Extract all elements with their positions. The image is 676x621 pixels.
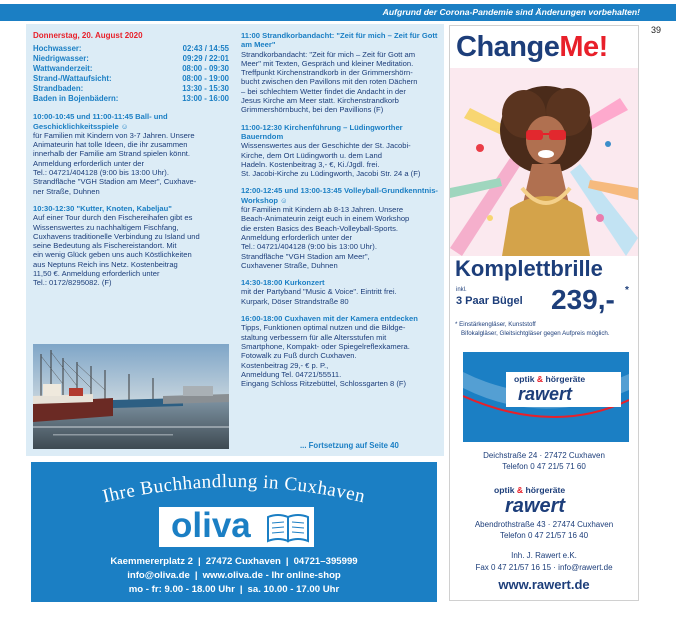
event-description-line: Auf einer Tour durch den Fischereihafen gibt es [33, 213, 193, 223]
event-description-line: Wissenswertes aus der Geschichte der St. Jacobi- [241, 141, 411, 151]
event-description-line: seine Bedeutung als Fischereistandort. Mit [33, 241, 177, 251]
owner: Inh. J. Rawert e.K. [511, 551, 577, 560]
tide-value: 13:00 - 16:00 [182, 94, 229, 104]
rawert-brand-b: hörgeräte [545, 374, 586, 384]
event-mid-3 [241, 278, 440, 306]
event-description-line: Strandkorbandacht: "Zeit für mich – Zeit für Gott am [241, 49, 416, 59]
event-left-0 [33, 112, 229, 196]
event-description-line: Tel.: 0172/8295082. (F) [33, 278, 112, 288]
event-title: Ball- und Geschicklichkeitsspiele [33, 112, 168, 131]
oliva-city: 27472 Cuxhaven [205, 556, 281, 567]
event-time: 10:30-12:30 [33, 203, 77, 213]
tide-value: 08:00 - 09:30 [182, 64, 229, 74]
event-title: Kirchenführung – Lüdingworther Bauerndom [241, 122, 403, 141]
tide-label: Hochwasser: [33, 44, 82, 54]
tide-value: 02:43 / 14:55 [182, 44, 229, 54]
tide-value: 13:30 - 15:30 [182, 84, 229, 94]
branch1-street: Deichstraße 24 · 27472 Cuxhaven [483, 451, 605, 460]
rawert-brand-2-a: optik [494, 485, 515, 495]
top-notice-bar [0, 4, 676, 21]
event-description [241, 205, 440, 270]
changeme-logo-b: Me! [559, 31, 608, 63]
event-description-line: staltung verbessern für alle Altersstufen mit [241, 332, 387, 342]
event-description-line: Strandfläche "VGH Stadion am Meer", Cuxhave- [33, 177, 197, 187]
tide-row [33, 54, 229, 64]
oliva-hours-weekday: mo - fr: 9.00 - 18.00 Uhr [128, 584, 235, 595]
family-smiley-icon: ☺ [280, 195, 288, 205]
branch2-phone: Telefon 0 47 21/57 16 40 [499, 531, 589, 540]
middle-column [241, 31, 440, 396]
event-title: "Kutter, Knoten, Kabeljau" [76, 203, 172, 213]
corona-notice: Aufgrund der Corona-Pandemie sind Änderungen vorbehalten! [382, 7, 640, 17]
oliva-slogan: Ihre Buchhandlung in Cuxhaven [100, 470, 368, 508]
event-heading [241, 31, 440, 50]
event-description [33, 213, 229, 287]
event-description-line: Treffpunkt Kirchenstrandkorb in der Grimmershörn- [241, 68, 413, 78]
event-time: 16:00-18:00 [241, 314, 285, 324]
event-description-line: Beach-Animateurin zeigt euch in einem Workshop [241, 214, 410, 224]
middle-events [241, 31, 440, 388]
date-heading: Donnerstag, 20. August 2020 [33, 31, 143, 40]
event-heading [241, 123, 440, 142]
event-description-line: ner Straße, Duhnen [33, 186, 100, 196]
event-description-line: Grimmershörnbucht, bei den Pavillions (F) [241, 105, 384, 115]
event-time: 12:00-12:45 und 13:00-13:45 [241, 186, 344, 196]
event-description-line: Wissenswertes zu nachhaltigem Fischfang, [33, 222, 179, 232]
tide-value: 09:29 / 22:01 [182, 54, 229, 64]
oliva-contact: info@oliva.de | www.oliva.de - Ihr online-shop [127, 570, 341, 581]
oliva-logo: oliva [171, 506, 251, 545]
oliva-hours-saturday: sa. 10.00 - 17.00 Uhr [247, 584, 340, 595]
rawert-name-2: rawert [505, 495, 566, 517]
event-description-line: Jesus Kirche am Meer statt. Kirchenstrandkorb [241, 96, 399, 106]
footnote-1: * Einstärkengläser, Kunststoff [455, 321, 536, 328]
oliva-hours: mo - fr: 9.00 - 18.00 Uhr | sa. 10.00 - 17.00 Uhr [128, 584, 340, 595]
changeme-logo [456, 31, 608, 64]
rawert-brand [514, 374, 585, 384]
event-description-line: für Familien mit Kindern ab 8-13 Jahren. Unsere [241, 205, 404, 215]
event-description-line: 11,50 €. Anmeldung erforderlich unter [33, 269, 160, 279]
event-description [33, 131, 229, 196]
event-description-line: Meer" mit Texten, Gespräch und kleiner Meditation. [241, 58, 414, 68]
event-description [241, 323, 440, 388]
tide-label: Strand-/Wattaufsicht: [33, 74, 112, 84]
model-photo [450, 68, 638, 256]
event-mid-2 [241, 186, 440, 270]
event-time: 11:00 [241, 31, 263, 40]
rawert-brand-2-amp: & [516, 485, 524, 495]
tide-row [33, 64, 229, 74]
event-description-line: St. Jacobi-Kirche zu Lüdingworth, Jacobi Str. 24 a (F) [241, 169, 421, 179]
buegel-label: 3 Paar Bügel [456, 295, 523, 307]
event-description-line: Cuxhavens traditionelle Verbindung zu Island und [33, 231, 200, 241]
event-left-1 [33, 204, 229, 288]
tide-row [33, 84, 229, 94]
event-title: Volleyball-Grundkenntnis-Workshop [241, 186, 438, 205]
tide-label: Baden in Bojenbädern: [33, 94, 119, 104]
rawert-website[interactable]: www.rawert.de [498, 577, 590, 592]
event-description-line: Tipps, Funktionen optimal nutzen und die Bildge- [241, 323, 406, 333]
event-title: Kurkonzert [284, 278, 325, 288]
event-description-line: Kostenbeitrag 29,- € p. P., [241, 360, 329, 370]
event-description-line: Anmeldung erforderlich unter der [33, 158, 145, 168]
oliva-email[interactable]: info@oliva.de [127, 570, 190, 581]
rawert-name: rawert [518, 384, 573, 404]
event-description-line: Anmeldung erforderlich unter der [241, 232, 353, 242]
oliva-address: Kaemmererplatz 2 | 27472 Cuxhaven | 04721–395999 [110, 556, 358, 567]
event-description-line: bucht zwischen den Pavillons mit den roten Dächern [241, 77, 418, 87]
fax-email: Fax 0 47 21/57 16 15 · info@rawert.de [475, 563, 613, 572]
price-asterisk: * [625, 285, 629, 296]
event-description-line: Cuxhavener Straße, Duhnen [241, 260, 338, 270]
event-description-line: Animateurin hat tolle Ideen, die ihr zusammen [33, 140, 188, 150]
event-mid-0 [241, 31, 440, 115]
svg-text:Ihre Buchhandlung in Cuxhaven [101, 471, 368, 507]
event-description-line: Tel.: 04721/404128 (9:00 bis 13:00 Uhr). [33, 168, 169, 178]
event-description-line: Tel.: 04721/404128 (9:00 bis 13:00 Uhr). [241, 242, 377, 252]
harbor-photo [33, 344, 229, 449]
event-description-line: Anmeldung Tel. 04721/55511. [241, 369, 342, 379]
event-title: Strandkorbandacht: "Zeit für mich – Zeit für Gott am Meer" [241, 31, 438, 50]
rawert-brand-2 [494, 485, 565, 495]
event-time: 11:00-12:30 [241, 122, 285, 132]
model-photo-image [450, 68, 638, 256]
left-column [33, 31, 229, 296]
tide-row [33, 74, 229, 84]
event-heading [241, 314, 440, 323]
event-description-line: Kirche, dem Ort Lüdingworth u. dem Land [241, 150, 382, 160]
event-description-line: Kurpark, Döser Strandstraße 80 [241, 296, 349, 306]
changeme-logo-a: Change [456, 31, 560, 63]
oliva-bookshop-ad[interactable] [31, 462, 437, 602]
continue-link[interactable]: ... Fortsetzung auf Seite 40 [300, 441, 399, 450]
event-title: Cuxhaven mit der Kamera entdecken [284, 314, 418, 324]
tide-label: Wattwanderzeit: [33, 64, 93, 74]
event-mid-1 [241, 123, 440, 179]
oliva-street: Kaemmererplatz 2 [110, 556, 194, 567]
event-heading [241, 278, 440, 287]
tide-table [33, 44, 229, 104]
rawert-brand-amp: & [536, 374, 544, 384]
family-smiley-icon: ☺ [120, 121, 129, 131]
event-description-line: Fotowalk zu Fuß durch Cuxhaven. [241, 351, 357, 361]
event-description-line: Smartphone, Kompakt- oder Spiegelreflexkamera. [241, 341, 410, 351]
footnote-2: Bifokalgläser, Gleitsichtgläser gegen Aufpreis möglich. [461, 330, 610, 337]
event-time: 10:00-10:45 und 11:00-11:45 [33, 112, 136, 122]
branch1-phone: Telefon 0 47 21/5 71 60 [502, 462, 586, 471]
tide-row [33, 44, 229, 54]
event-description-line: Strandfläche "VGH Stadion am Meer", [241, 251, 370, 261]
rawert-brand-a: optik [514, 374, 535, 384]
event-heading [33, 112, 229, 131]
rawert-brand-2-b: hörgeräte [525, 485, 566, 495]
event-heading [33, 204, 229, 213]
event-description-line: Eingang Schloss Ritzebüttel, Schlossgarten 8 (F) [241, 379, 407, 389]
tide-label: Niedrigwasser: [33, 54, 89, 64]
event-description-line: die ersten Basics des Beach-Volleyball-Sports. [241, 223, 399, 233]
event-heading [241, 186, 440, 205]
oliva-website[interactable]: www.oliva.de - Ihr online-shop [202, 570, 341, 581]
event-description-line: – bei schlechtem Wetter findet die Andacht in der [241, 86, 406, 96]
event-description-line: Hadeln. Kostenbeitrag 3,- €, Ki./Jgdl. frei. [241, 159, 380, 169]
inkl-label: inkl. [456, 287, 467, 293]
event-description-line: mit der Partyband "Music & Voice". Eintritt frei. [241, 287, 397, 297]
oliva-phone: 04721–395999 [293, 556, 358, 567]
event-description [241, 50, 440, 115]
page-number: 39 [651, 25, 662, 35]
komplettbrille-headline: Komplettbrille [455, 256, 603, 281]
event-description-line: für Familien mit Kindern von 3-7 Jahren. Unsere [33, 130, 195, 140]
price: 239,- [551, 284, 615, 315]
left-events [33, 112, 229, 287]
branch2-street: Abendrothstraße 43 · 27474 Cuxhaven [474, 520, 614, 529]
harbor-photo-image [33, 344, 229, 449]
event-description [241, 287, 440, 306]
tide-value: 08:00 - 19:00 [182, 74, 229, 84]
event-time: 14:30-18:00 [241, 278, 285, 288]
tide-row [33, 94, 229, 104]
event-description-line: aus Neptuns Reich ins Netz. Kostenbeitrag [33, 259, 178, 269]
event-mid-4 [241, 314, 440, 388]
event-description-line: innerhalb der Familie am Strand spielen könnt. [33, 149, 191, 159]
event-description-line: ein wenig Glück geben uns auch Köstlichkeiten [33, 250, 192, 260]
tide-label: Strandbaden: [33, 84, 84, 94]
event-description [241, 141, 440, 178]
